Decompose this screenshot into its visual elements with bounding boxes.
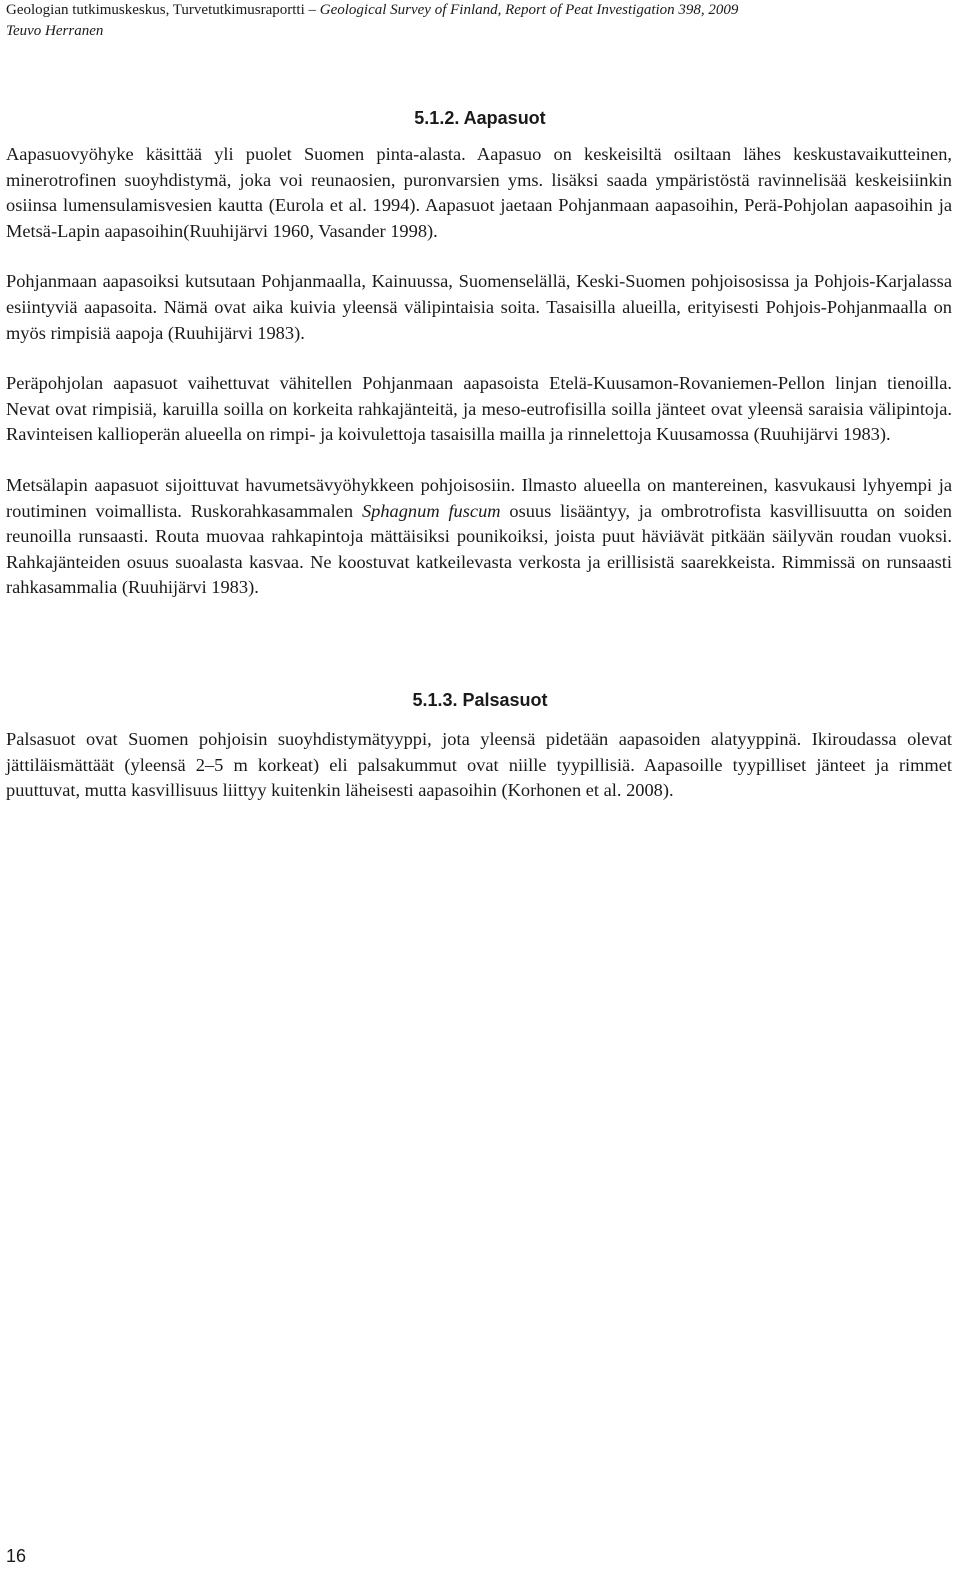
paragraph-text: osuus lisääntyy, ja ombrotrofista kasvillisuutta on soiden reunoilla runsaasti. Routa muovaa rahkapintoja mättäisiksi pounikoiksi, joista puut häviävät pitkään säilyvän roudan vuoksi. Rahkajänteiden osuus suoalasta kasvaa. Ne koostuvat katkeilevasta verkosta ja erillisistä saarekkeista. Rimmissä on runsaasti rahkasammalia (Ruuhijärvi 1983). [6,500,952,598]
paragraph: Palsasuot ovat Suomen pohjoisin suoyhdistymätyyppi, jota yleensä pidetään aapasoiden alatyyppinä. Ikiroudassa olevat jättiläismättäät (yleensä 2–5 m korkeat) eli palsakummut ovat niille tyypillisiä. Aapasoille tyypilliset jänteet ja rimmet puuttuvat, mutta kasvillisuus liittyy kuitenkin läheisesti aapasoihin (Korhonen et al. 2008). [6,729,952,801]
author-name: Teuvo Herranen [6,23,104,39]
section-heading-aapasuot: 5.1.2. Aapasuot [414,107,546,128]
paragraph: Peräpohjolan aapasuot vaihettuvat vähitellen Pohjanmaan aapasoista Etelä-Kuusamon-Rovaniemen-Pellon linjan tienoilla. Nevat ovat rimpisiä, karuilla soilla on korkeita rahkajänteitä, ja meso-eutrofisilla soilla jänteet ovat yleensä saraisia välipintoja. Ravinteisen kallioperän alueella on rimpi- ja koivulettoja tasaisilla mailla ja rinnelettoja Kuusamossa (Ruuhijärvi 1983). [6,373,952,445]
paragraph [6,473,952,601]
species-name: Sphagnum fuscum [361,500,501,521]
paragraph-text: Metsälapin aapasuot sijoittuvat havumetsävyöhykkeen pohjoisosiin. Ilmasto alueella on mantereinen, kasvukausi lyhyempi ja routiminen voimallista. Ruskorahkasammalen [6,474,952,521]
publication-source-english: Geological Survey of Finland, Report of Peat Investigation 398, 2009 [319,2,739,18]
paragraph: Pohjanmaan aapasoiksi kutsutaan Pohjanmaalla, Kainuussa, Suomenselällä, Keski-Suomen pohjoisosissa ja Pohjois-Karjalassa esiintyviä aapasoita. Nämä ovat aika kuivia yleensä välipintaisia soita. Tasaisilla alueilla, erityisesti Pohjois-Pohjanmaalla on myös rimpisiä aapoja (Ruuhijärvi 1983). [6,271,952,343]
section-body-palsasuot [6,727,952,829]
running-header [6,0,946,42]
section-body-aapasuot [6,142,952,626]
publication-source [6,0,946,21]
section-heading-palsasuot: 5.1.3. Palsasuot [412,689,548,710]
page-number: 16 [6,1546,27,1566]
publication-source-finnish: Geologian tutkimuskeskus, Turvetutkimusraportti – [6,2,320,18]
paragraph: Aapasuovyöhyke käsittää yli puolet Suomen pinta-alasta. Aapasuo on keskeisiltä osiltaan lähes keskustavaikutteinen, minerotrofinen suoyhdistymä, joka voi reunaosien, puronvarsien yms. lisäksi saada ympäristöstä ravinnelisää keskeisiinkin osiinsa lumensulamisvesien kautta (Eurola et al. 1994). Aapasuot jaetaan Pohjanmaan aapasoihin, Perä-Pohjolan aapasoihin ja Metsä-Lapin aapasoihin(Ruuhijärvi 1960, Vasander 1998). [6,144,952,241]
